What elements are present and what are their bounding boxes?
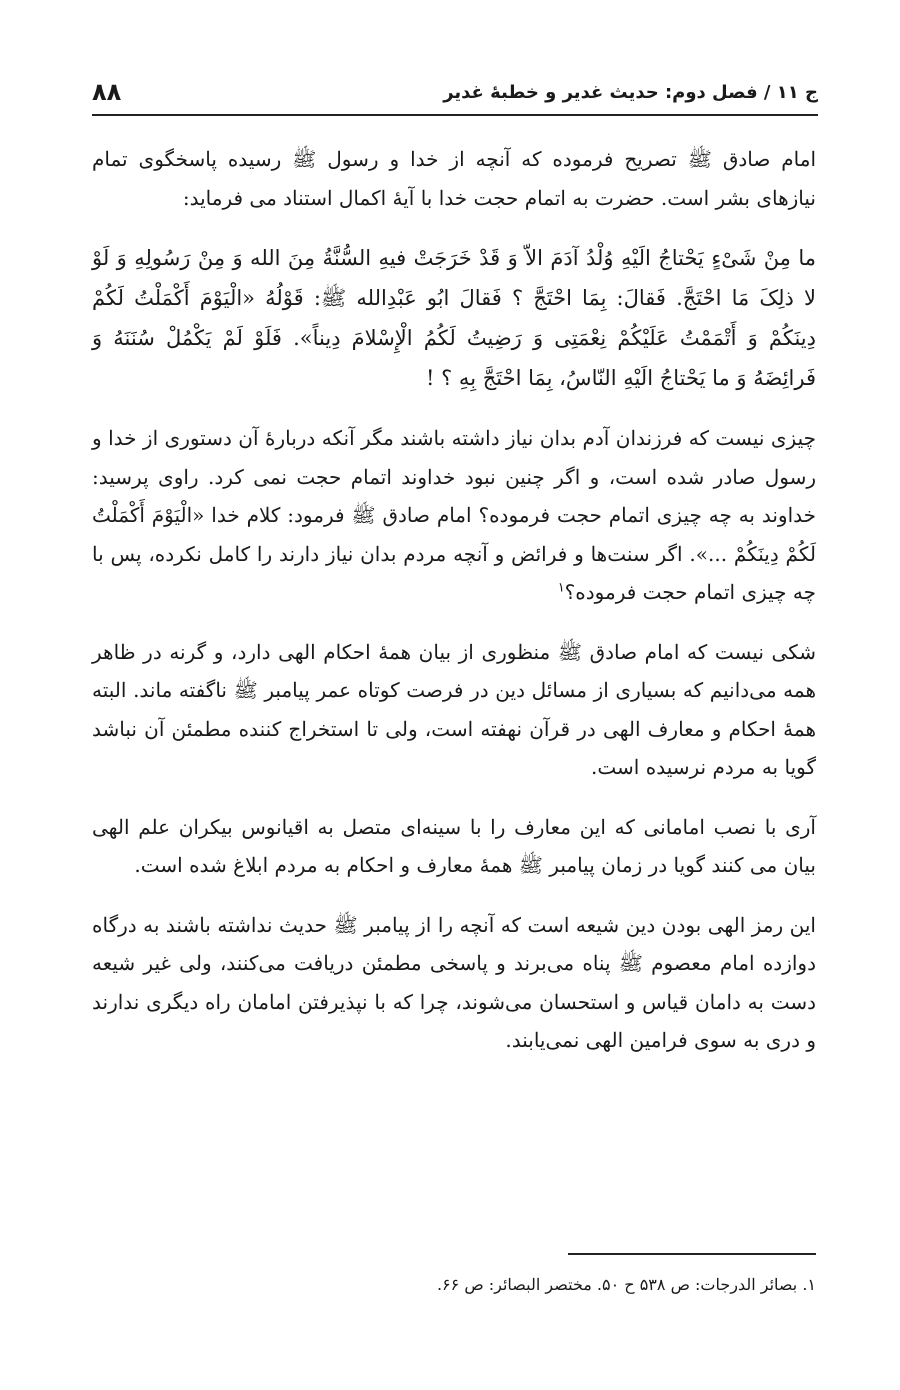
footnote: ۱. بصائر الدرجات: ص ۵۳۸ ح ۵۰. مختصر البصائر: ص ۶۶. <box>436 1275 816 1294</box>
explanation-paragraph: شکی نیست که امام صادق ﷺ منظوری از بیان همهٔ احکام الهی دارد، و گرنه در ظاهر همه می‌دانیم که بسیاری از مسائل دین در فرصت کوتاه عمر پیامبر ﷺ ناگفته ماند. البته همهٔ احکام و معارف الهی در قرآن نهفته است، ولی تا استخراج کننده مطمئن آن نباشد گویا به مردم نرسیده است. <box>92 639 816 779</box>
page-header <box>92 70 818 116</box>
page-number: ۸۸ <box>92 78 122 106</box>
footnote-reference[interactable]: ۱ <box>557 580 565 596</box>
conclusion-paragraph: این رمز الهی بودن دین شیعه است که آنچه را از پیامبر ﷺ حدیث نداشته باشند به درگاه دوازده امام معصوم ﷺ پناه می‌برند و پاسخی مطمئن دریافت می‌کنند، ولی غیر شیعه دست به دامان قیاس و استحسان می‌شوند، چرا که با نپذیرفتن امامان راه دیگری ندارند و دری به سوی فرامین الهی نمی‌یابند. <box>92 912 816 1052</box>
main-text <box>92 140 816 1081</box>
intro-paragraph: امام صادق ﷺ تصریح فرموده که آنچه از خدا و رسول ﷺ رسیده پاسخگوی تمام نیازهای بشر است. حضرت به اتمام حجت خدا با آیهٔ اکمال استناد می فرماید: <box>92 147 816 210</box>
hadith-translation-paragraph <box>92 419 816 612</box>
hadith-translation-text: چیزی نیست که فرزندان آدم بدان نیاز داشته باشند مگر آنکه دربارهٔ آن دستوری از خدا و رسول صادر شده است، و اگر چنین نبود خداوند اتمام حجت نمی کرد. راوی پرسید: خداوند به چه چیزی اتمام حجت فرموده؟ امام صادق ﷺ فرمود: کلام خدا «الْیَوْمَ أَکْمَلْتُ لَکُمْ دِینَکُمْ ...». اگر سنت‌ها و فرائض و آنچه مردم بدان نیاز دارند را کامل نکرده، پس با چه چیزی اتمام حجت فرموده؟ <box>92 426 816 604</box>
running-title: ج ۱۱ / فصل دوم: حدیث غدیر و خطبهٔ غدیر <box>443 81 818 103</box>
arabic-hadith-quote: ما مِنْ شَیْءٍ یَحْتاجُ الَیْهِ وُلْدُ آدَمَ الاّ وَ قَدْ خَرَجَتْ فیهِ السُّنَّةُ مِنَ الله وَ مِنْ رَسُولِهِ وَ لَوْ لا ذلِکَ مَا احْتَجَّ. فَقالَ: بِمَا احْتَجَّ ؟ فَقالَ ابُو عَبْدِالله ﷺ: قَوْلُهُ «الْیَوْمَ أَکْمَلْتُ لَکُمْ دِینَکُمْ وَ أَتْمَمْتُ عَلَیْکُمْ نِعْمَتِی وَ رَضِیتُ لَکُمُ الْإِسْلامَ دِیناً». فَلَوْ لَمْ یَکْمُلْ سُنَنَهُ وَ فَرائِضَهُ وَ ما یَحْتاجُ الَیْهِ النّاسُ، بِمَا احْتَجَّ بِهِ ؟ ! <box>92 246 816 390</box>
imams-paragraph: آری با نصب امامانی که این معارف را با سینه‌ای متصل به اقیانوس بیکران علم الهی بیان می کنند گویا در زمان پیامبر ﷺ همهٔ معارف و احکام به مردم ابلاغ شده است. <box>92 814 816 877</box>
footnote-divider <box>568 1253 816 1255</box>
